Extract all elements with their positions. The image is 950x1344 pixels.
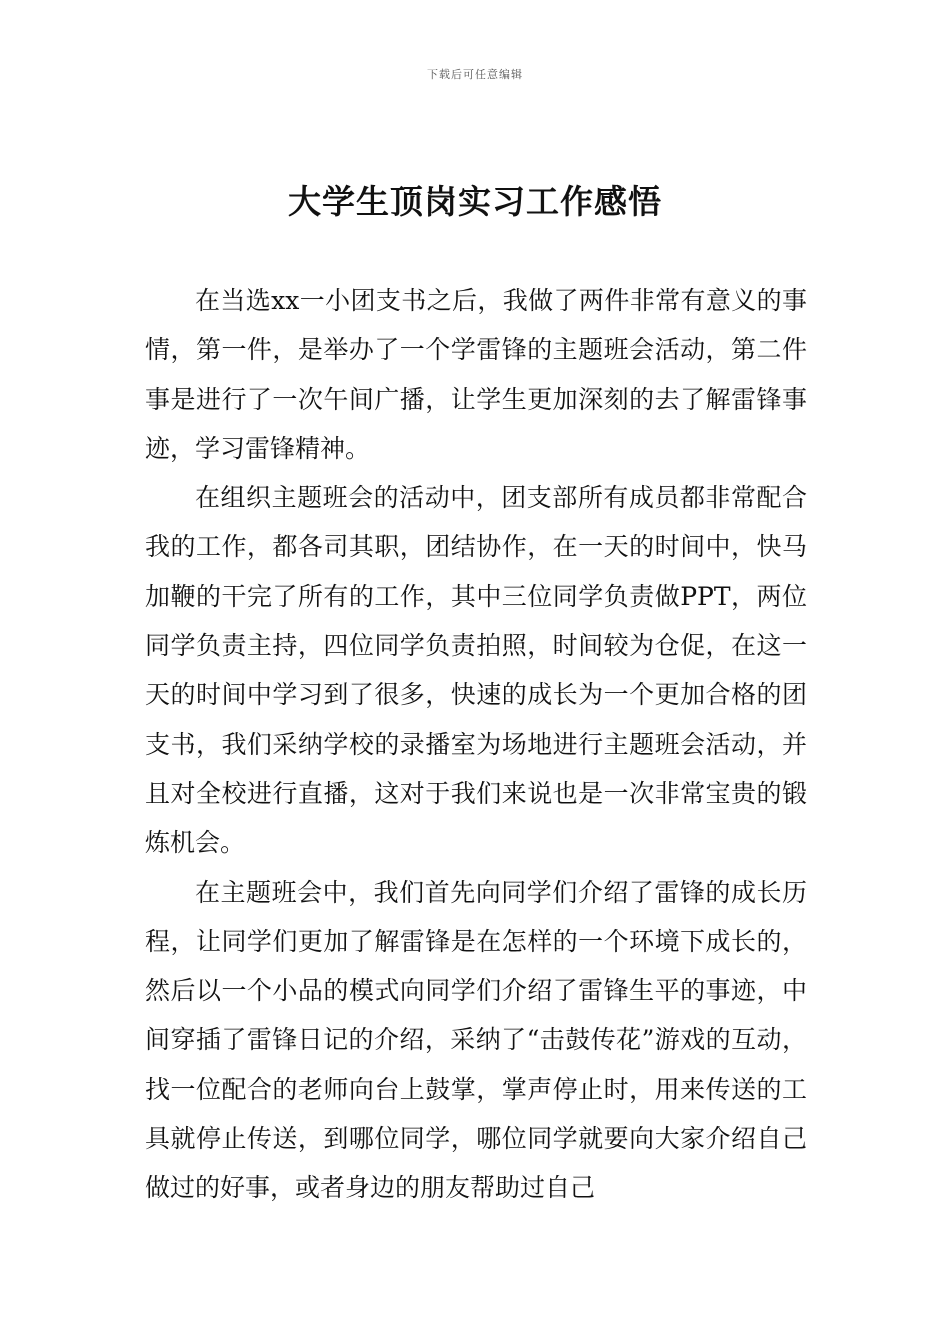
paragraph-2: 在组织主题班会的活动中，团支部所有成员都非常配合我的工作，都各司其职，团结协作，在一天的时间中，快马加鞭的干完了所有的工作，其中三位同学负责做PPT，两位同学负责主持，四位同学负责拍照，时间较为仓促，在这一天的时间中学习到了很多，快速的成长为一个更加合格的团支书，我们采纳学校的录播室为场地进行主题班会活动，并且对全校进行直播，这对于我们来说也是一次非常宝贵的锻炼机会。: [145, 483, 807, 858]
document-title: 大学生顶岗实习工作感悟: [288, 182, 662, 221]
paragraph-1: 在当选xx一小团支书之后，我做了两件非常有意义的事情，第一件，是举办了一个学雷锋的主题班会活动，第二件事是进行了一次午间广播，让学生更加深刻的去了解雷锋事迹，学习雷锋精神。: [145, 286, 807, 463]
paragraph-3: 在主题班会中，我们首先向同学们介绍了雷锋的成长历程，让同学们更加了解雷锋是在怎样的一个环境下成长的，然后以一个小品的模式向同学们介绍了雷锋生平的事迹，中间穿插了雷锋日记的介绍，采纳了“击鼓传花”游戏的互动，找一位配合的老师向台上鼓掌，掌声停止时，用来传送的工具就停止传送，到哪位同学，哪位同学就要向大家介绍自己做过的好事，或者身边的朋友帮助过自己: [145, 877, 807, 1203]
document-body: [145, 276, 807, 1213]
header-note: 下载后可任意编辑: [427, 68, 523, 81]
